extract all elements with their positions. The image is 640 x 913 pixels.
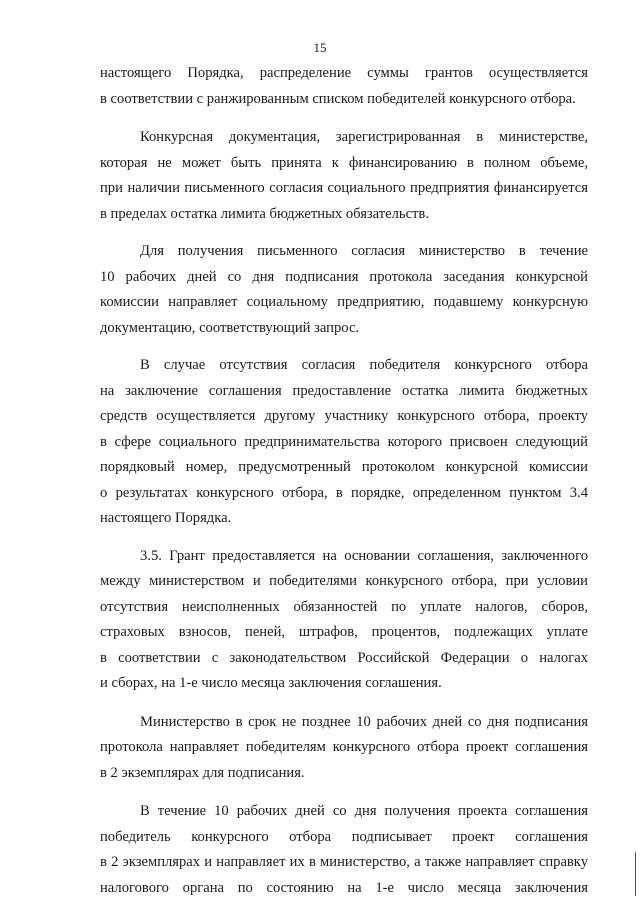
text-line: протокола направляет победителям конкурсного отбора проект соглашения xyxy=(100,739,588,755)
text-line: в сфере социального предпринимательства которого присвоен следующий xyxy=(100,433,588,450)
text-line: В случае отсутствия согласия победителя конкурсного отбора xyxy=(140,357,588,373)
text-line: порядковый номер, предусмотренный протоколом конкурсной комиссии xyxy=(100,459,588,475)
paragraph xyxy=(100,799,588,901)
text-line: на заключение соглашения предоставление остатка лимита бюджетных xyxy=(100,382,588,399)
paragraph xyxy=(100,61,588,112)
text-line: которая не может быть принята к финансированию в полном объеме, xyxy=(100,154,588,171)
paragraph xyxy=(100,239,588,341)
paragraph xyxy=(100,125,588,227)
text-line: при наличии письменного согласия социального предприятия финансируется xyxy=(100,180,588,196)
paragraph xyxy=(100,353,588,532)
text-line: в соответствии с законодательством Российской Федерации о налогах xyxy=(100,649,588,666)
text-line: отсутствия неисполненных обязанностей по уплате налогов, сборов, xyxy=(100,598,588,615)
text-line: документацию, соответствующий запрос. xyxy=(100,319,360,336)
text-line: 10 рабочих дней со дня подписания протокола заседания конкурсной xyxy=(100,268,588,285)
text-line: Для получения письменного согласия министерство в течение xyxy=(140,243,588,259)
text-line: Министерство в срок не позднее 10 рабочих дней со дня подписания xyxy=(140,713,588,730)
text-line: между министерством и победителями конкурсного отбора, при условии xyxy=(100,573,588,589)
page-number: 15 xyxy=(313,40,327,55)
text-line: В течение 10 рабочих дней со дня получения проекта соглашения xyxy=(140,803,588,819)
text-line: о результатах конкурсного отбора, в порядке, определенном пунктом 3.4 xyxy=(100,484,588,501)
text-line: комиссии направляет социальному предприятию, подавшему конкурсную xyxy=(100,294,588,310)
text-line: средств осуществляется другому участнику конкурсного отбора, проекту xyxy=(100,408,588,424)
document-body xyxy=(100,61,588,913)
text-line: 3.5. Грант предоставляется на основании соглашения, заключенного xyxy=(140,547,588,564)
text-line: в 2 экземплярах и направляет их в министерство, а также направляет справку xyxy=(100,854,588,870)
paragraph xyxy=(100,710,588,787)
text-line: настоящего Порядка, распределение суммы грантов осуществляется xyxy=(100,65,588,81)
text-line: Конкурсная документация, зарегистрированная в министерстве, xyxy=(140,129,588,145)
text-line: налогового органа по состоянию на 1-е число месяца заключения xyxy=(100,879,588,896)
text-line: в соответствии с ранжированным списком победителей конкурсного отбора. xyxy=(100,90,576,107)
text-line: настоящего Порядка. xyxy=(100,510,232,526)
text-line: в пределах остатка лимита бюджетных обязательств. xyxy=(100,205,429,222)
paragraph xyxy=(100,544,588,697)
text-line: победитель конкурсного отбора подписывает проект соглашения xyxy=(100,828,588,845)
text-line: в 2 экземплярах для подписания. xyxy=(100,764,305,781)
text-line: и сборах, на 1-е число месяца заключения соглашения. xyxy=(100,675,442,691)
scan-edge-mark xyxy=(635,852,636,896)
text-line: страховых взносов, пеней, штрафов, процентов, подлежащих уплате xyxy=(100,624,588,640)
